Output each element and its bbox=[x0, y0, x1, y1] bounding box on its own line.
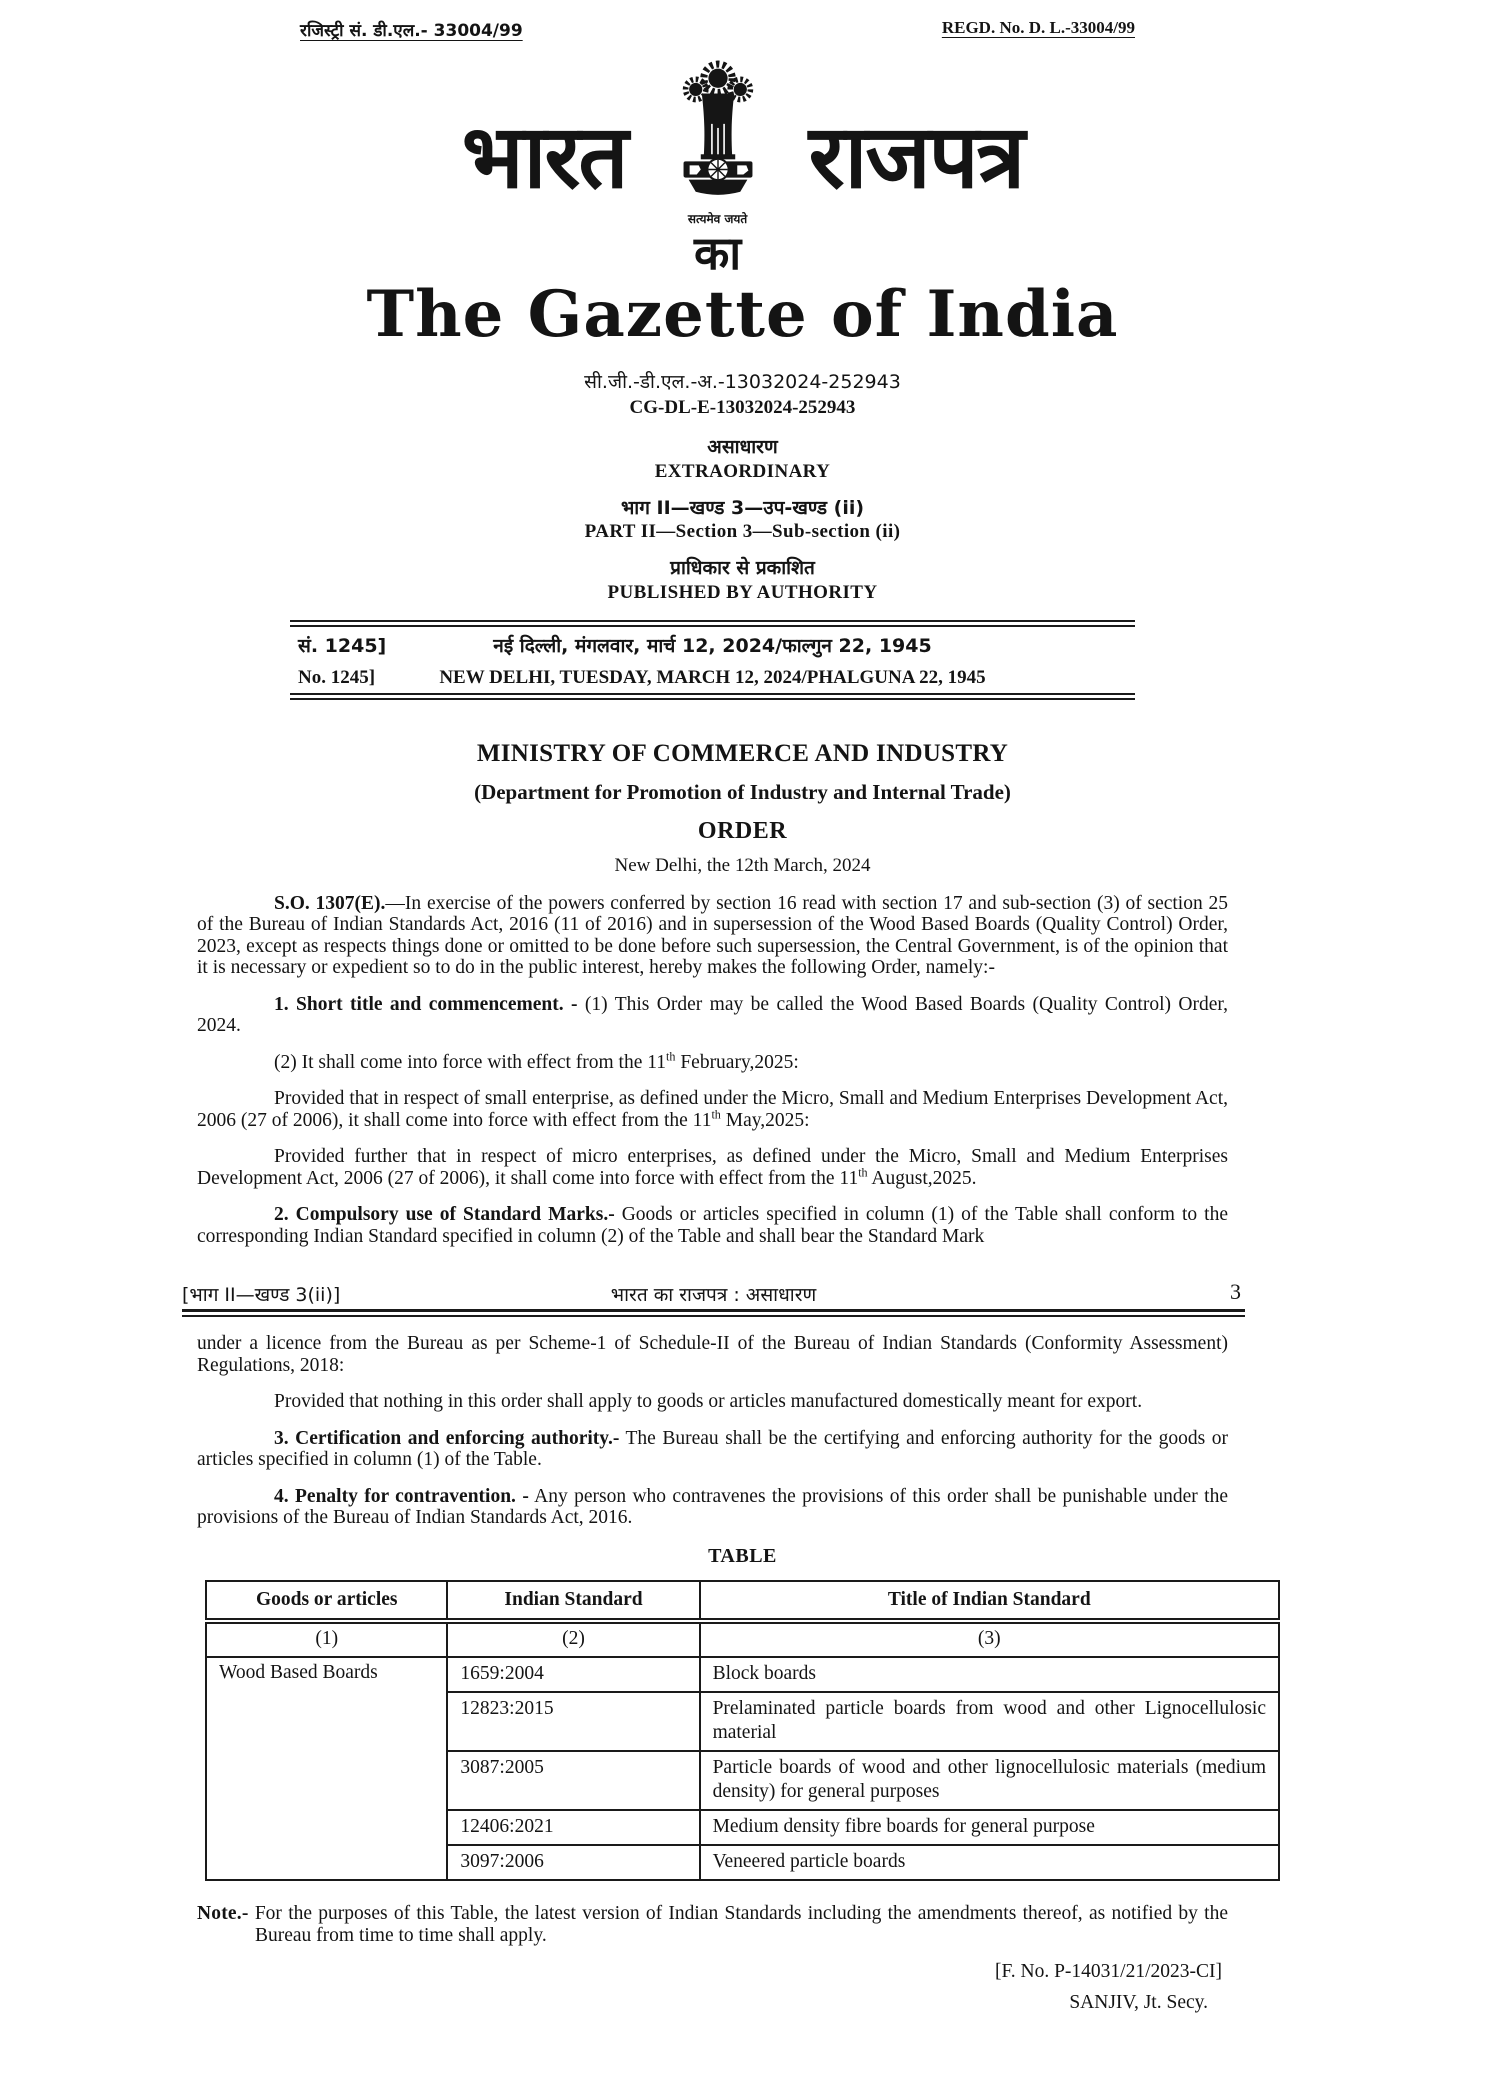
para-licence: under a licence from the Bureau as per Scheme-1 of Schedule-II of the Bureau of Indian Standards (Conformity Assessment) Regulations, 2018: bbox=[197, 1333, 1228, 1376]
standard-cell: 1659:2004 bbox=[447, 1657, 699, 1692]
col-num-3: (3) bbox=[700, 1621, 1279, 1657]
part-label-hindi: भाग II—खण्ड 3—उप-खण्ड (ii) bbox=[620, 496, 865, 519]
page2-header-title: भारत का राजपत्र : असाधारण bbox=[610, 1284, 817, 1307]
so-number: S.O. 1307(E). bbox=[274, 892, 386, 914]
part-section-heading bbox=[0, 496, 1485, 545]
gazette-code-english: CG-DL-E-13032024-252943 bbox=[629, 397, 856, 419]
registry-number-right: REGD. No. D. L.-33004/99 bbox=[941, 18, 1135, 37]
page2-header-left: [भाग II—खण्ड 3(ii)] bbox=[182, 1284, 341, 1307]
goods-cell: Wood Based Boards bbox=[206, 1657, 447, 1880]
double-rule-bottom bbox=[290, 693, 1135, 700]
authority-label-english: PUBLISHED BY AUTHORITY bbox=[607, 581, 878, 603]
page2-page-number: 3 bbox=[1230, 1279, 1241, 1305]
signatory-name: SANJIV, Jt. Secy. bbox=[1069, 1991, 1208, 2013]
extraordinary-heading bbox=[0, 435, 1485, 484]
masthead-title-ka: का bbox=[693, 226, 742, 280]
standard-cell: 12406:2021 bbox=[447, 1810, 699, 1845]
issue-row-english bbox=[290, 662, 1135, 693]
ministry-heading: MINISTRY OF COMMERCE AND INDUSTRY bbox=[476, 739, 1009, 767]
standard-cell: 3097:2006 bbox=[447, 1845, 699, 1880]
authority-heading bbox=[0, 556, 1485, 605]
table-header-row bbox=[206, 1581, 1279, 1621]
standard-cell: 12823:2015 bbox=[447, 1692, 699, 1751]
gazette-title: The Gazette of India bbox=[366, 277, 1119, 352]
order-body-page2 bbox=[197, 1333, 1228, 1529]
para-standard-marks: 2. Compulsory use of Standard Marks.- Goods or articles specified in column (1) of the Table shall conform to the corresponding Indian Standard specified in column (2) of the Table and shall bear the Standard Mark bbox=[197, 1204, 1228, 1247]
part-label-english: PART II—Section 3—Sub-section (ii) bbox=[584, 521, 901, 543]
extraordinary-label-hindi: असाधारण bbox=[707, 436, 778, 459]
para-commencement: (2) It shall come into force with effect from the 11th February,2025: bbox=[274, 1049, 799, 1073]
para-certification: 3. Certification and enforcing authority.- The Bureau shall be the certifying and enforcing authority for the goods or articles specified in column (1) of the Table. bbox=[197, 1427, 1229, 1471]
col-header-standard: Indian Standard bbox=[447, 1581, 699, 1621]
extraordinary-label-english: EXTRAORDINARY bbox=[654, 461, 831, 483]
para-export-proviso: Provided that nothing in this order shall apply to goods or articles manufactured domestically meant for export. bbox=[274, 1391, 1143, 1413]
issue-block bbox=[290, 620, 1135, 700]
para-so-number: S.O. 1307(E).—In exercise of the powers conferred by section 16 read with section 17 and sub-section (3) of section 25 of the Bureau of Indian Standards Act, 2016 (11 of 2016) and in supersession of the Wood Based Boards (Quality Control) Order, 2023, except as respects things done or omitted to be done before such supersession, the Central Government, is of the opinion that it is necessary or expedient so to do in the public interest, hereby makes the following Order, namely:- bbox=[197, 892, 1228, 979]
para-penalty: 4. Penalty for contravention. - Any person who contravenes the provisions of this order shall be punishable under the provisions of the Bureau of Indian Standards Act, 2016. bbox=[197, 1485, 1228, 1529]
title-cell: Prelaminated particle boards from wood and other Lignocellulosic material bbox=[700, 1692, 1279, 1751]
masthead bbox=[0, 57, 1485, 280]
order-body-page1 bbox=[197, 893, 1228, 1248]
table-colnum-row bbox=[206, 1621, 1279, 1657]
title-cell: Veneered particle boards bbox=[700, 1845, 1279, 1880]
standards-table bbox=[205, 1580, 1280, 1881]
registry-row bbox=[300, 18, 1135, 41]
col-header-title: Title of Indian Standard bbox=[700, 1581, 1279, 1621]
gazette-code-hindi: सी.जी.-डी.एल.-अ.-13032024-252943 bbox=[584, 371, 901, 394]
col-num-1: (1) bbox=[206, 1621, 447, 1657]
department-heading: (Department for Promotion of Industry and Internal Trade) bbox=[474, 779, 1011, 804]
title-cell: Particle boards of wood and other lignocellulosic materials (medium density) for general purposes bbox=[700, 1751, 1279, 1810]
masthead-title-bharat: भारत bbox=[461, 105, 627, 208]
authority-label-hindi: प्राधिकार से प्रकाशित bbox=[670, 557, 815, 580]
double-rule-top bbox=[290, 620, 1135, 627]
page2-header-rule bbox=[182, 1309, 1245, 1317]
registry-number-left: रजिस्ट्री सं. डी.एल.- 33004/99 bbox=[300, 21, 523, 41]
col-num-2: (2) bbox=[447, 1621, 699, 1657]
page2-running-header bbox=[182, 1281, 1245, 1317]
para-short-title: 1. Short title and commencement. - (1) This Order may be called the Wood Based Boards (Quality Control) Order, 2024. bbox=[197, 993, 1228, 1037]
title-cell: Block boards bbox=[700, 1657, 1279, 1692]
para-proviso-micro-enterprise: Provided further that in respect of micro enterprises, as defined under the Micro, Small and Medium Enterprises Development Act, 2006 (27 of 2006), it shall come into force with effect from the 11th August,2025. bbox=[197, 1146, 1228, 1189]
masthead-title-rajpatra: राजपत्र bbox=[808, 105, 1024, 208]
col-header-goods: Goods or articles bbox=[206, 1581, 447, 1621]
place-date: New Delhi, the 12th March, 2024 bbox=[614, 854, 871, 876]
title-cell: Medium density fibre boards for general purpose bbox=[700, 1810, 1279, 1845]
note-paragraph: Note.- For the purposes of this Table, the latest version of Indian Standards including the amendments thereof, as notified by the Bureau from time to time shall apply. bbox=[197, 1902, 1228, 1946]
emblem-motto: सत्यमेव जयते bbox=[687, 212, 748, 226]
issue-number-english: No. 1245] bbox=[298, 666, 376, 688]
table-row bbox=[206, 1657, 1279, 1692]
masthead-emblem-block bbox=[653, 57, 783, 280]
ashoka-emblem-icon bbox=[664, 57, 772, 209]
table-caption: TABLE bbox=[708, 1544, 777, 1567]
standard-cell: 3087:2005 bbox=[447, 1751, 699, 1810]
issue-number-hindi: सं. 1245] bbox=[298, 634, 387, 657]
file-number: [F. No. P-14031/21/2023-CI] bbox=[994, 1960, 1222, 1982]
issue-date-hindi: नई दिल्ली, मंगलवार, मार्च 12, 2024/फाल्गुन 22, 1945 bbox=[493, 634, 932, 657]
para-proviso-small-enterprise: Provided that in respect of small enterprise, as defined under the Micro, Small and Medium Enterprises Development Act, 2006 (27 of 2006), it shall come into force with effect from the 11th May,2025: bbox=[197, 1088, 1228, 1131]
issue-date-english: NEW DELHI, TUESDAY, MARCH 12, 2024/PHALGUNA 22, 1945 bbox=[439, 666, 986, 688]
order-heading: ORDER bbox=[697, 817, 788, 844]
signature-block bbox=[0, 1961, 1222, 2014]
issue-row-hindi bbox=[290, 627, 1135, 662]
